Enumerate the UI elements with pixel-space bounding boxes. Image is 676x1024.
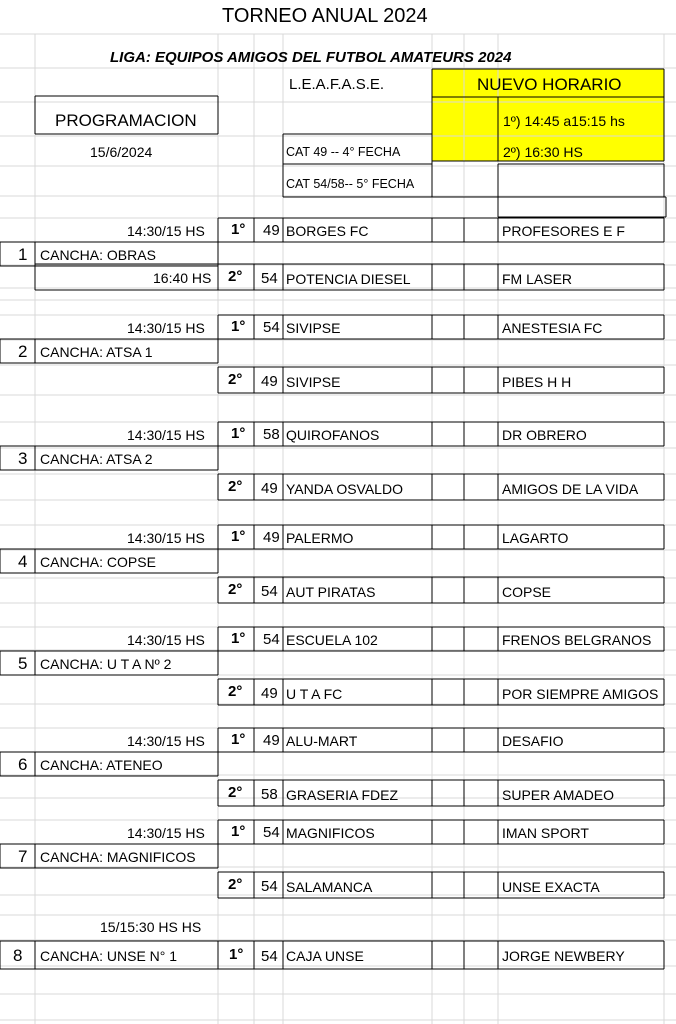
match-category: 49 [261, 373, 278, 390]
home-team: SIVIPSE [286, 374, 341, 390]
schedule-date: 15/6/2024 [90, 144, 153, 160]
match-category: 54 [261, 878, 278, 895]
court-number: 1 [18, 245, 28, 264]
court-label: CANCHA: ATSA 1 [40, 344, 153, 360]
match-category: 58 [261, 786, 278, 803]
match-order: 1° [231, 528, 246, 545]
away-team: COPSE [502, 584, 552, 600]
court-label: CANCHA: OBRAS [40, 247, 156, 263]
match-order: 2° [228, 683, 243, 700]
match-order: 1° [231, 630, 246, 647]
home-team: YANDA OSVALDO [286, 481, 403, 497]
match-category: 49 [263, 529, 280, 546]
match-category: 54 [263, 824, 280, 841]
match-category: 54 [263, 319, 280, 336]
court-label: CANCHA: ATENEO [40, 757, 163, 773]
away-team: PIBES H H [502, 374, 572, 390]
away-team: ANESTESIA FC [502, 320, 603, 336]
home-team: AUT PIRATAS [286, 584, 376, 600]
match-time-note: 15/15:30 HS HS [100, 919, 202, 935]
match-order: 2° [228, 478, 243, 495]
court-label: CANCHA: UNSE N° 1 [40, 948, 178, 964]
match-order: 1° [229, 946, 244, 963]
away-team: DR OBRERO [502, 427, 587, 443]
match-order: 1° [231, 318, 246, 335]
away-team: PROFESORES E F [502, 223, 625, 239]
match-order: 2° [228, 876, 243, 893]
home-team: QUIROFANOS [286, 427, 380, 443]
court-label: CANCHA: ATSA 2 [40, 451, 153, 467]
page-title: TORNEO ANUAL 2024 [222, 5, 428, 27]
league-subtitle: LIGA: EQUIPOS AMIGOS DEL FUTBOL AMATEURS 2024 [110, 49, 512, 66]
second-time-slot: 2º) 16:30 HS [503, 144, 583, 160]
match-time: 14:30/15 HS [127, 825, 205, 841]
match-time: 14:30/15 HS [127, 733, 205, 749]
new-schedule-label: NUEVO HORARIO [477, 75, 622, 94]
court-number: 8 [13, 946, 23, 965]
match-time: 14:30/15 HS [127, 223, 205, 239]
away-team: POR SIEMPRE AMIGOS [502, 686, 659, 702]
match-time: 14:30/15 HS [127, 632, 205, 648]
home-team: BORGES FC [286, 223, 369, 239]
match-order: 2° [228, 581, 243, 598]
home-team: SIVIPSE [286, 320, 341, 336]
away-team: FRENOS BELGRANOS [502, 632, 652, 648]
match-time: 14:30/15 HS [127, 427, 205, 443]
match-order: 1° [231, 823, 246, 840]
court-label: CANCHA: U T A Nº 2 [40, 656, 172, 672]
match-category: 54 [261, 583, 278, 600]
court-number: 7 [18, 847, 28, 866]
programacion-label: PROGRAMACION [55, 111, 197, 130]
court-label: CANCHA: COPSE [40, 554, 156, 570]
home-team: U T A FC [286, 686, 343, 702]
court-number: 6 [18, 755, 28, 774]
court-number: 3 [18, 449, 28, 468]
match-order: 2° [228, 371, 243, 388]
match-category: 49 [263, 732, 280, 749]
court-number: 4 [18, 552, 28, 571]
match-order: 2° [228, 268, 243, 285]
match-category: 58 [263, 426, 280, 443]
league-acronym: L.E.A.F.A.S.E. [289, 76, 385, 93]
first-time-slot: 1º) 14:45 a15:15 hs [503, 113, 625, 129]
away-team: SUPER AMADEO [502, 787, 615, 803]
home-team: PALERMO [286, 530, 354, 546]
match-order: 1° [231, 731, 246, 748]
home-team: ALU-MART [286, 733, 358, 749]
match-category: 54 [261, 948, 278, 965]
away-team: DESAFIO [502, 733, 564, 749]
category-49-round: CAT 49 -- 4° FECHA [286, 145, 401, 159]
home-team: MAGNIFICOS [286, 825, 375, 841]
match-category: 49 [263, 222, 280, 239]
home-team: SALAMANCA [286, 879, 373, 895]
home-team: CAJA UNSE [286, 948, 364, 964]
category-54-round: CAT 54/58-- 5° FECHA [286, 177, 415, 191]
away-team: UNSE EXACTA [502, 879, 600, 895]
home-team: POTENCIA DIESEL [286, 271, 411, 287]
home-team: ESCUELA 102 [286, 632, 378, 648]
away-team: FM LASER [502, 271, 573, 287]
away-team: JORGE NEWBERY [502, 948, 625, 964]
match-order: 1° [231, 221, 246, 238]
court-number: 5 [18, 654, 28, 673]
away-team: IMAN SPORT [502, 825, 589, 841]
court-label: CANCHA: MAGNIFICOS [40, 849, 196, 865]
court-number: 2 [18, 342, 28, 361]
match-time: 14:30/15 HS [127, 320, 205, 336]
match-category: 49 [261, 685, 278, 702]
home-team: GRASERIA FDEZ [286, 787, 399, 803]
match-time: 16:40 HS [153, 270, 212, 286]
match-category: 49 [261, 480, 278, 497]
match-category: 54 [263, 631, 280, 648]
match-order: 1° [231, 425, 246, 442]
match-category: 54 [261, 270, 278, 287]
away-team: AMIGOS DE LA VIDA [502, 481, 639, 497]
away-team: LAGARTO [502, 530, 569, 546]
match-time: 14:30/15 HS [127, 530, 205, 546]
match-order: 2° [228, 784, 243, 801]
